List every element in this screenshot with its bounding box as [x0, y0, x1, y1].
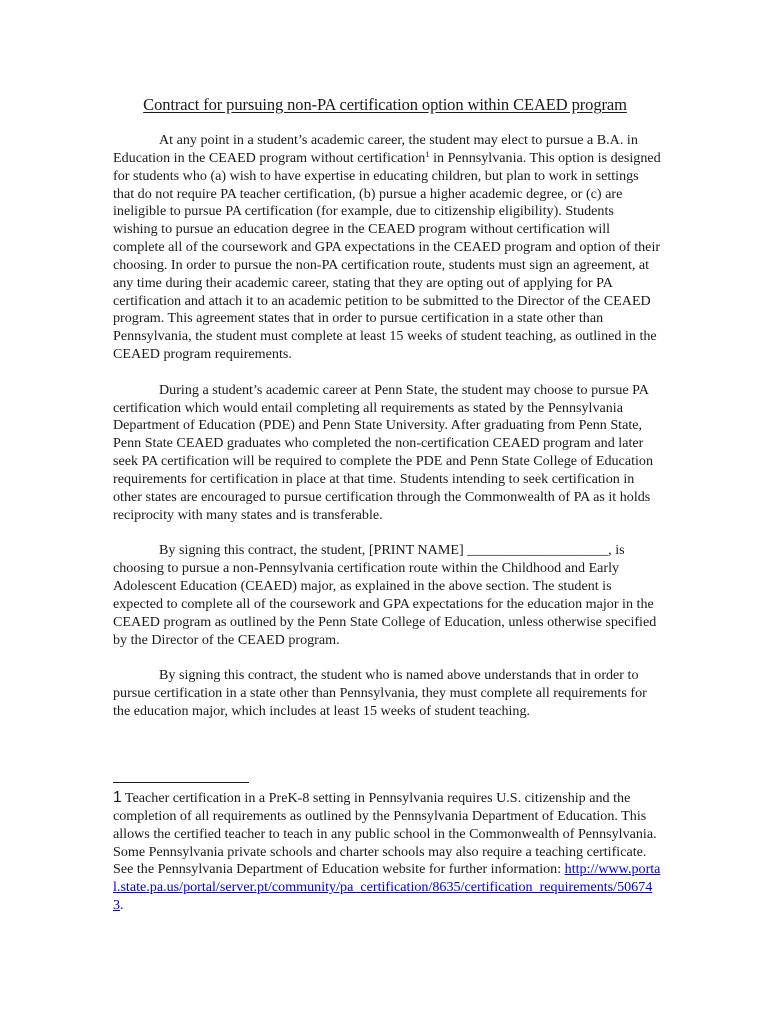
paragraph-2: During a student’s academic career at Penn State, the student may choose to pursue PA certification which would entail completing all requirements as stated by the Pennsylvania Department of Education (PDE) and Penn State University. After graduating from Penn State, Penn State CEAED graduates who completed the non-certification CEAED program and later seek PA certification will be required to complete the PDE and Penn State College of Education requirements for certification in place at that time. Students intending to seek certification in other states are encouraged to pursue certification through the Commonwealth of PA as it holds reciprocity with many states and is transferable.: [113, 381, 653, 523]
footnote-link[interactable]: http://www.portal.state.pa.us/portal/server.pt/community/pa_certification/8635/certification_requirements/506743: [113, 861, 661, 914]
footnote-marker: 1: [113, 789, 122, 806]
footnote-trailing: .: [120, 897, 124, 914]
paragraph-1: [113, 132, 661, 364]
footnote-reference[interactable]: 1: [425, 148, 430, 159]
paragraph-1-text-b: in Pennsylvania. This option is designed for students who (a) wish to have expertise in educating children, but plan to work in settings that do not require PA teacher certification, (b) pursue a higher academic degree, or (c) are ineligible to pursue PA certification (for example, due to citizenship eligibility). Students wishing to pursue an education degree in the CEAED program without certification will complete all of the coursework and GPA expectations in the CEAED program and option of their choosing. In order to pursue the non-PA certification route, students must sign an agreement, at any time during their academic career, stating that they are opting out of applying for PA certification and attach it to an academic petition to be submitted to the Director of the CEAED program. This agreement states that in order to pursue certification in a state other than Pennsylvania, the student must complete at least 15 weeks of student teaching, as outlined in the CEAED program requirements.: [113, 149, 661, 363]
paragraph-3: By signing this contract, the student, [PRINT NAME] ____________________, is choosing to pursue a non-Pennsylvania certification route within the Childhood and Early Adolescent Education (CEAED) major, as explained in the above section. The student is expected to complete all of the coursework and GPA expectations for the education major in the CEAED program as outlined by the Penn State College of Education, unless otherwise specified by the Director of the CEAED program.: [113, 542, 657, 648]
footnote-separator: [113, 782, 249, 783]
paragraph-4: By signing this contract, the student who is named above understands that in order to pursue certification in a state other than Pennsylvania, they must complete all requirements for the education major, which includes at least 15 weeks of student teaching.: [113, 667, 647, 719]
footnote: [113, 789, 661, 915]
paragraph-1-text-a: At any point in a student’s academic career, the student may elect to pursue a B.A. in Education in the CEAED program without certification: [113, 132, 638, 166]
footnote-text: Teacher certification in a PreK-8 setting in Pennsylvania requires U.S. citizenship and the completion of all requirements as outlined by the Pennsylvania Department of Education. This allows the certified teacher to teach in any public school in the Commonwealth of Pennsylvania. Some Pennsylvania private schools and charter schools may also require a teaching certificate. See the Pennsylvania Department of Education website for further information:: [113, 790, 657, 878]
document-body: [113, 132, 661, 739]
document-title: Contract for pursuing non-PA certification option within CEAED program: [143, 95, 627, 114]
